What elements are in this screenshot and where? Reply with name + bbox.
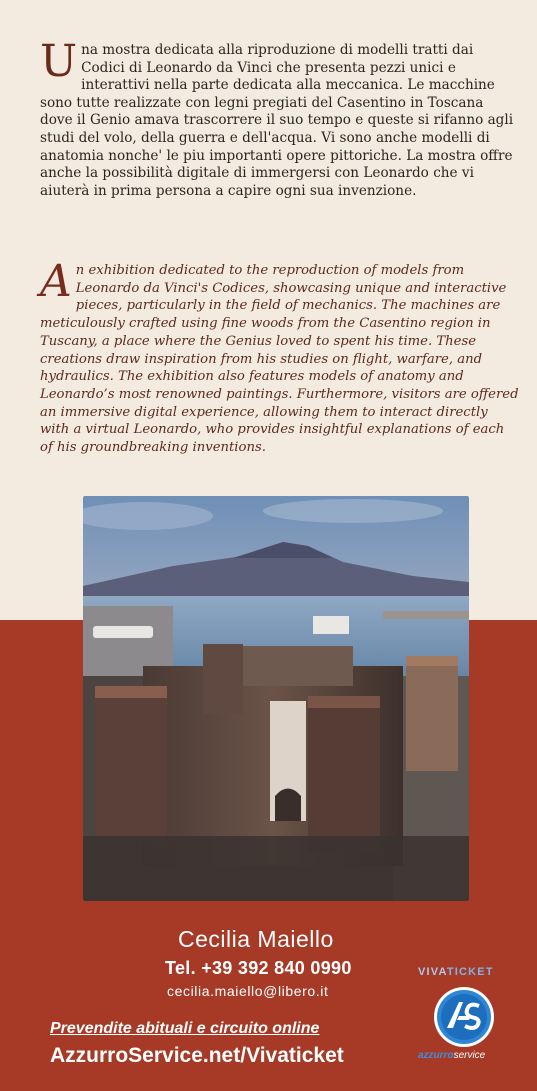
english-description xyxy=(40,256,520,457)
english-text: n exhibition dedicated to the reproduction of models from Leonardo da Vinci's Codices, showcasing unique and interactive pieces, particularly in the field of mechanics. The machines are meticulously crafted using fine woods from the Casentino region in Tuscany, a place where the Genius loved to spent his time. These creations draw inspiration from his studies on flight, warfare, and hydraulics. The exhibition also features models of anatomy and Leonardo’s most renowned paintings. Furthermore, visitors are offered an immersive digital experience, allowing them to interact directly with a virtual Leonardo, who provides insightful explanations of each of his groundbreaking inventions. xyxy=(40,263,519,456)
contact-phone[interactable] xyxy=(165,958,405,979)
vivaticket-logo-part1: VIVA xyxy=(418,966,447,978)
azzurro-logo-text: azzurro xyxy=(418,1050,454,1061)
website-link[interactable]: AzzurroService.net/Vivaticket xyxy=(50,1044,344,1067)
italian-description xyxy=(40,36,515,200)
italian-text: na mostra dedicata alla riproduzione di modelli tratti dai Codici di Leonardo da Vinci che presenta pezzi unici e interattivi nella parte dedicata alla meccanica. Le macchine sono tutte realizzate con legni pregiati del Casentino in Toscana dove il Genio amava trascorrere il suo tempo e queste si rifanno agli studi del volo, della guerra e dell'acqua. Vi sono anche modelli di anatomia nonche' le piu importanti opere pittoriche. La mostra offre anche la possibilità digitale di immergersi con Leonardo che vi aiuterà in prima persona a capire ogni sua invenzione. xyxy=(40,42,514,199)
italian-dropcap: U xyxy=(40,36,78,87)
contact-name: Cecilia Maiello xyxy=(178,926,334,952)
vivaticket-logo xyxy=(418,966,518,978)
presale-note: Prevendite abituali e circuito online xyxy=(50,1020,320,1037)
azzurro-service-logo xyxy=(418,1050,523,1061)
english-dropcap: A xyxy=(40,256,72,307)
castle-photo xyxy=(83,496,469,901)
vivaticket-logo-part2: TICKET xyxy=(446,966,494,978)
phone-label: Tel. xyxy=(165,958,196,978)
service-logo-text: service xyxy=(453,1050,486,1061)
azzurro-service-emblem-icon xyxy=(433,986,495,1048)
phone-number[interactable]: +39 392 840 0990 xyxy=(201,958,352,978)
contact-email[interactable]: cecilia.maiello@libero.it xyxy=(167,983,329,999)
